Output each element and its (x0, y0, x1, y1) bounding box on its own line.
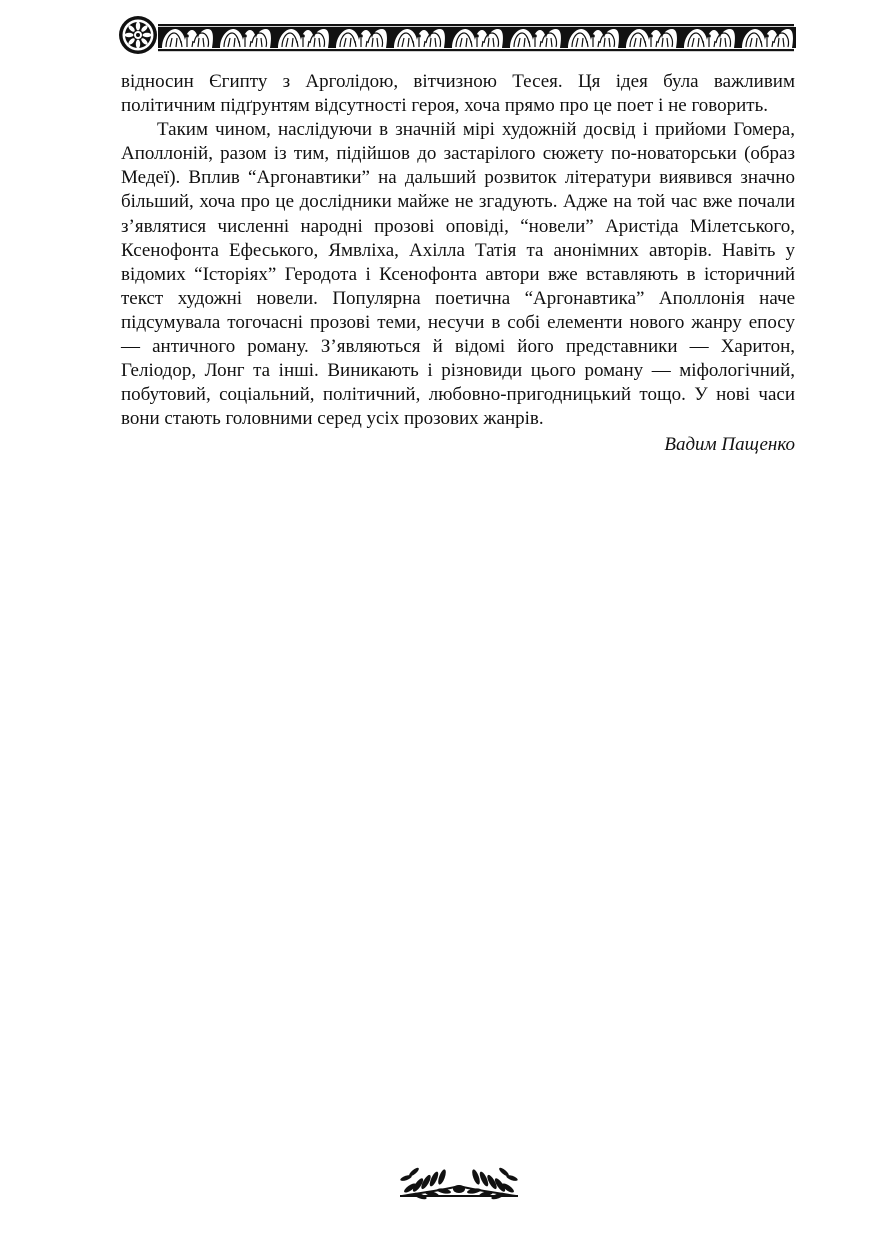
article-text (121, 70, 795, 458)
paragraph-2: Таким чином, наслідуючи в значній мірі художній досвід і прийоми Гомера, Аполлоній, разом із тим, підійшов до застарілого сюжету по-новаторськи (образ Медеї). Вплив “Аргонавтики” на дальший розвиток літератури виявився значно більший, хоча про це дослідники майже не згадують. Адже на той час вже почали з’являтися численні народні прозові оповіді, “новели” Аристіда Мілетського, Ксенофонта Ефеського, Ямвліха, Ахілла Татія та анонімних авторів. Навіть у відомих “Історіях” Геродота і Ксенофонта автори вже вставляють в історичний текст художні новели. Популярна поетична “Аргонавтика” Аполлонія наче підсумувала тогочасні прозові теми, несучи в собі елементи нового жанру епосу — античного роману. З’являються й відомі його представники — Харитон, Геліодор, Лонг та інші. Виникають і різновиди цього роману — міфологічний, побутовий, соціальний, політичний, любовно-пригодницький тощо. У нові часи вони стають головними серед усіх прозових жанрів. (121, 119, 795, 430)
paragraph-1: відносин Єгипту з Арголідою, вітчизною Тесея. Ця ідея була важливим політичним підґрунтям відсутності героя, хоча прямо про це поет і не говорить. (121, 71, 795, 117)
laurel-branches-icon (396, 1156, 522, 1202)
rosette-medallion-icon (119, 16, 157, 54)
header-ornament-icon (118, 14, 796, 56)
palmette-frieze-icon (158, 27, 796, 48)
author-signature: Вадим Пащенко (664, 434, 795, 456)
